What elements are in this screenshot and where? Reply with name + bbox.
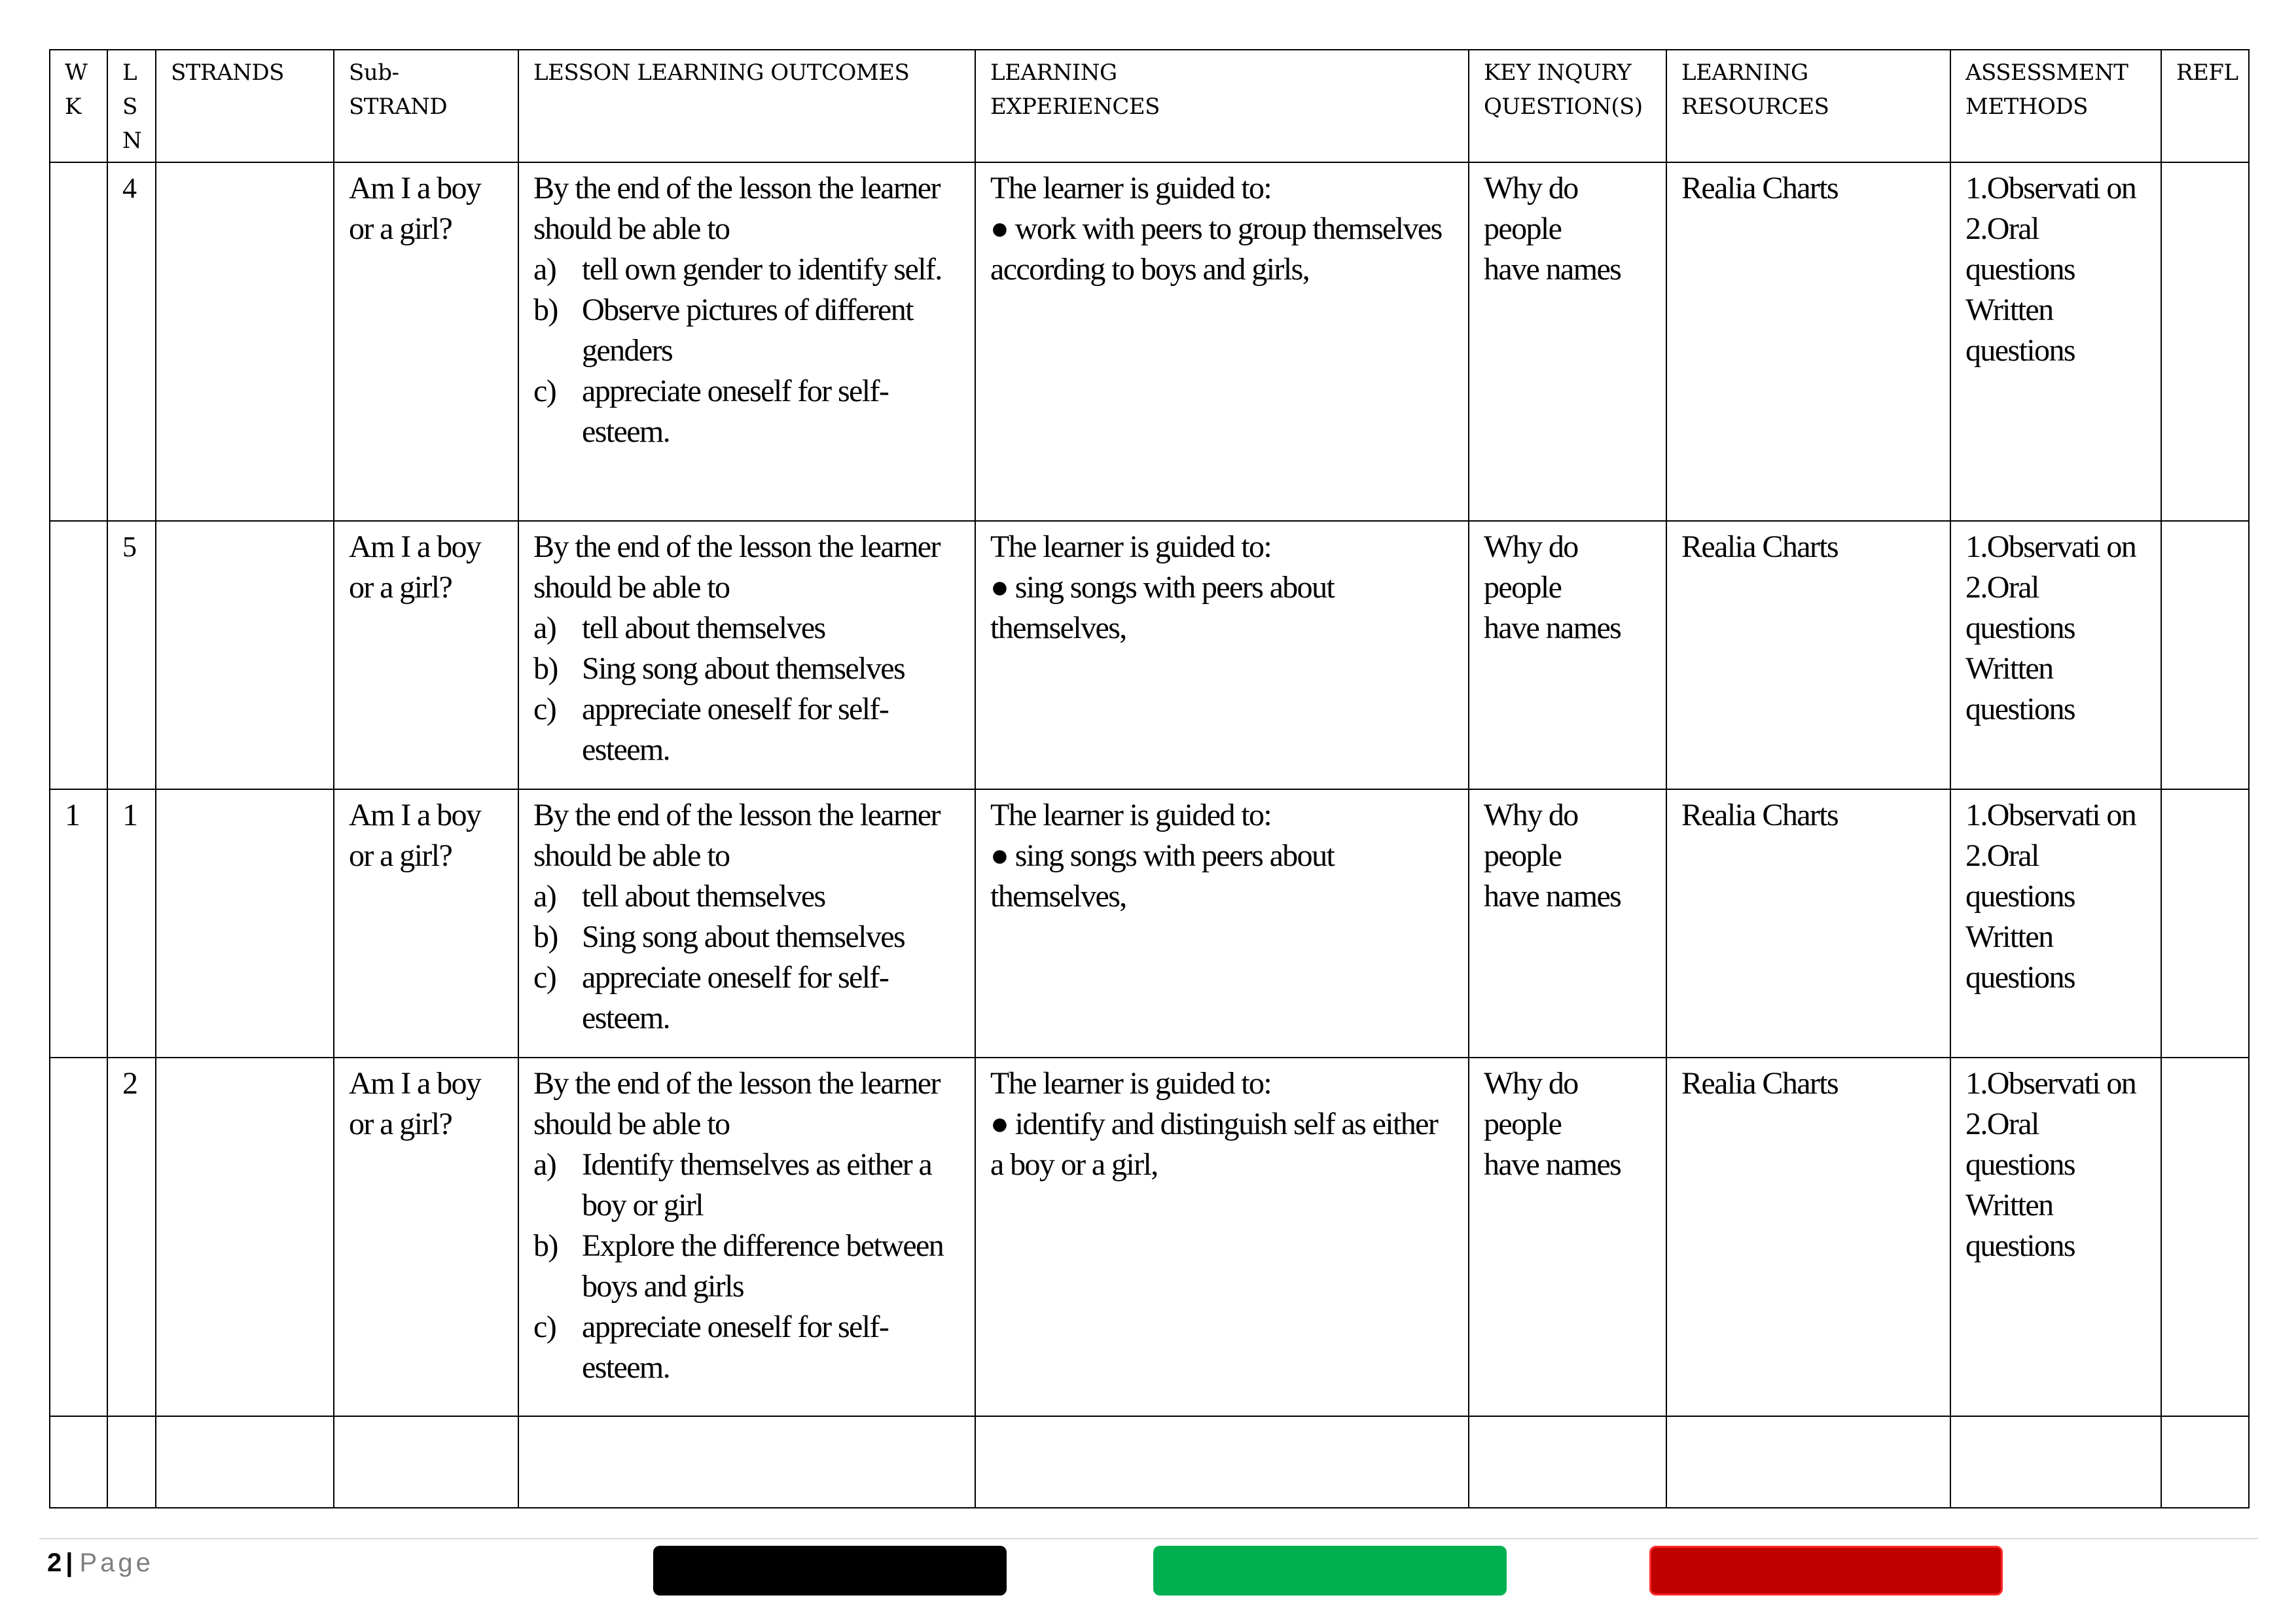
week-cell bbox=[50, 1058, 107, 1416]
outcomes-cell bbox=[518, 521, 975, 789]
strand-cell bbox=[156, 162, 334, 521]
outcome-item: b) Explore the difference between boys and girls bbox=[533, 1228, 944, 1304]
page-word: Page bbox=[79, 1548, 154, 1577]
outcome-item: b) Observe pictures of different genders bbox=[533, 293, 913, 368]
table-row bbox=[50, 789, 2249, 1058]
substrand-cell: Am I a boy or a girl? bbox=[334, 162, 518, 521]
footer-band-red bbox=[1649, 1546, 2003, 1596]
empty-cell bbox=[50, 1416, 107, 1508]
experience-item: ● identify and distinguish self as either a boy or a girl, bbox=[990, 1107, 1438, 1182]
header-outcomes: LESSON LEARNING OUTCOMES bbox=[518, 50, 975, 162]
inquiry-cell: Why do people have names bbox=[1469, 789, 1666, 1058]
experience-item: ● work with peers to group themselves according to boys and girls, bbox=[990, 211, 1442, 287]
empty-cell bbox=[1666, 1416, 1950, 1508]
experience-item: ● sing songs with peers about themselves, bbox=[990, 838, 1335, 914]
outcomes-list bbox=[533, 876, 961, 1039]
lesson-cell: 1 bbox=[107, 789, 156, 1058]
header-lsn: L S N bbox=[107, 50, 156, 162]
empty-cell bbox=[2161, 1416, 2249, 1508]
experiences-intro: The learner is guided to: bbox=[990, 171, 1272, 205]
page-footer-label bbox=[47, 1546, 154, 1580]
empty-cell bbox=[156, 1416, 334, 1508]
header-wk: W K bbox=[50, 50, 107, 162]
substrand-cell: Am I a boy or a girl? bbox=[334, 521, 518, 789]
outcome-item: c) appreciate oneself for self-esteem. bbox=[533, 692, 889, 767]
week-cell bbox=[50, 521, 107, 789]
experiences-cell bbox=[975, 1058, 1469, 1416]
page-number: 2 bbox=[47, 1548, 62, 1577]
header-strands: STRANDS bbox=[156, 50, 334, 162]
outcomes-list bbox=[533, 608, 961, 770]
outcomes-list bbox=[533, 1145, 961, 1388]
empty-cell bbox=[107, 1416, 156, 1508]
experiences-intro: The learner is guided to: bbox=[990, 1066, 1272, 1101]
table-row-empty bbox=[50, 1416, 2249, 1508]
footer-divider bbox=[39, 1538, 2258, 1539]
empty-cell bbox=[518, 1416, 975, 1508]
outcome-item: b) Sing song about themselves bbox=[533, 919, 905, 954]
table-row bbox=[50, 1058, 2249, 1416]
outcome-item: b) Sing song about themselves bbox=[533, 651, 905, 686]
outcome-item: c) appreciate oneself for self-esteem. bbox=[533, 374, 889, 449]
outcome-item: a) Identify themselves as either a boy or girl bbox=[533, 1147, 932, 1222]
resources-cell: Realia Charts bbox=[1666, 789, 1950, 1058]
substrand-cell: Am I a boy or a girl? bbox=[334, 789, 518, 1058]
outcomes-intro: By the end of the lesson the learner should be able to bbox=[533, 798, 940, 873]
outcomes-cell bbox=[518, 1058, 975, 1416]
outcomes-intro: By the end of the lesson the learner should be able to bbox=[533, 171, 940, 246]
inquiry-cell: Why do people have names bbox=[1469, 162, 1666, 521]
reflection-cell bbox=[2161, 521, 2249, 789]
assessment-cell: 1.Observati on 2.Oral questions Written questions bbox=[1950, 789, 2161, 1058]
table-row bbox=[50, 521, 2249, 789]
lesson-cell: 2 bbox=[107, 1058, 156, 1416]
empty-cell bbox=[975, 1416, 1469, 1508]
page-separator: | bbox=[65, 1548, 73, 1577]
assessment-cell: 1.Observati on 2.Oral questions Written questions bbox=[1950, 1058, 2161, 1416]
header-resources: LEARNING RESOURCES bbox=[1666, 50, 1950, 162]
reflection-cell bbox=[2161, 162, 2249, 521]
outcomes-intro: By the end of the lesson the learner should be able to bbox=[533, 1066, 940, 1141]
header-reflection: REFL bbox=[2161, 50, 2249, 162]
scheme-of-work-table bbox=[49, 49, 2250, 1508]
experiences-intro: The learner is guided to: bbox=[990, 529, 1272, 564]
experiences-intro: The learner is guided to: bbox=[990, 798, 1272, 832]
inquiry-cell: Why do people have names bbox=[1469, 521, 1666, 789]
week-cell: 1 bbox=[50, 789, 107, 1058]
resources-cell: Realia Charts bbox=[1666, 162, 1950, 521]
inquiry-cell: Why do people have names bbox=[1469, 1058, 1666, 1416]
strand-cell bbox=[156, 521, 334, 789]
outcomes-cell bbox=[518, 162, 975, 521]
lesson-cell: 4 bbox=[107, 162, 156, 521]
lesson-cell: 5 bbox=[107, 521, 156, 789]
outcome-item: a) tell own gender to identify self. bbox=[533, 252, 942, 287]
footer-band-black bbox=[653, 1546, 1007, 1596]
header-inquiry: KEY INQURY QUESTION(S) bbox=[1469, 50, 1666, 162]
table-row bbox=[50, 162, 2249, 521]
week-cell bbox=[50, 162, 107, 521]
experiences-cell bbox=[975, 162, 1469, 521]
experience-item: ● sing songs with peers about themselves, bbox=[990, 570, 1335, 645]
outcome-item: a) tell about themselves bbox=[533, 611, 825, 645]
reflection-cell bbox=[2161, 1058, 2249, 1416]
assessment-cell: 1.Observati on 2.Oral questions Written questions bbox=[1950, 521, 2161, 789]
resources-cell: Realia Charts bbox=[1666, 1058, 1950, 1416]
substrand-cell: Am I a boy or a girl? bbox=[334, 1058, 518, 1416]
empty-cell bbox=[1950, 1416, 2161, 1508]
outcome-item: a) tell about themselves bbox=[533, 879, 825, 914]
resources-cell: Realia Charts bbox=[1666, 521, 1950, 789]
footer-band-green bbox=[1153, 1546, 1507, 1596]
outcome-item: c) appreciate oneself for self-esteem. bbox=[533, 1310, 889, 1385]
strand-cell bbox=[156, 789, 334, 1058]
header-experiences: LEARNING EXPERIENCES bbox=[975, 50, 1469, 162]
experiences-cell bbox=[975, 521, 1469, 789]
outcomes-list bbox=[533, 249, 961, 452]
header-row bbox=[50, 50, 2249, 162]
assessment-cell: 1.Observati on 2.Oral questions Written questions bbox=[1950, 162, 2161, 521]
strand-cell bbox=[156, 1058, 334, 1416]
empty-cell bbox=[1469, 1416, 1666, 1508]
outcomes-cell bbox=[518, 789, 975, 1058]
reflection-cell bbox=[2161, 789, 2249, 1058]
outcomes-intro: By the end of the lesson the learner should be able to bbox=[533, 529, 940, 605]
experiences-cell bbox=[975, 789, 1469, 1058]
header-substrand: Sub- STRAND bbox=[334, 50, 518, 162]
empty-cell bbox=[334, 1416, 518, 1508]
outcome-item: c) appreciate oneself for self-esteem. bbox=[533, 960, 889, 1035]
header-assessment: ASSESSMENT METHODS bbox=[1950, 50, 2161, 162]
